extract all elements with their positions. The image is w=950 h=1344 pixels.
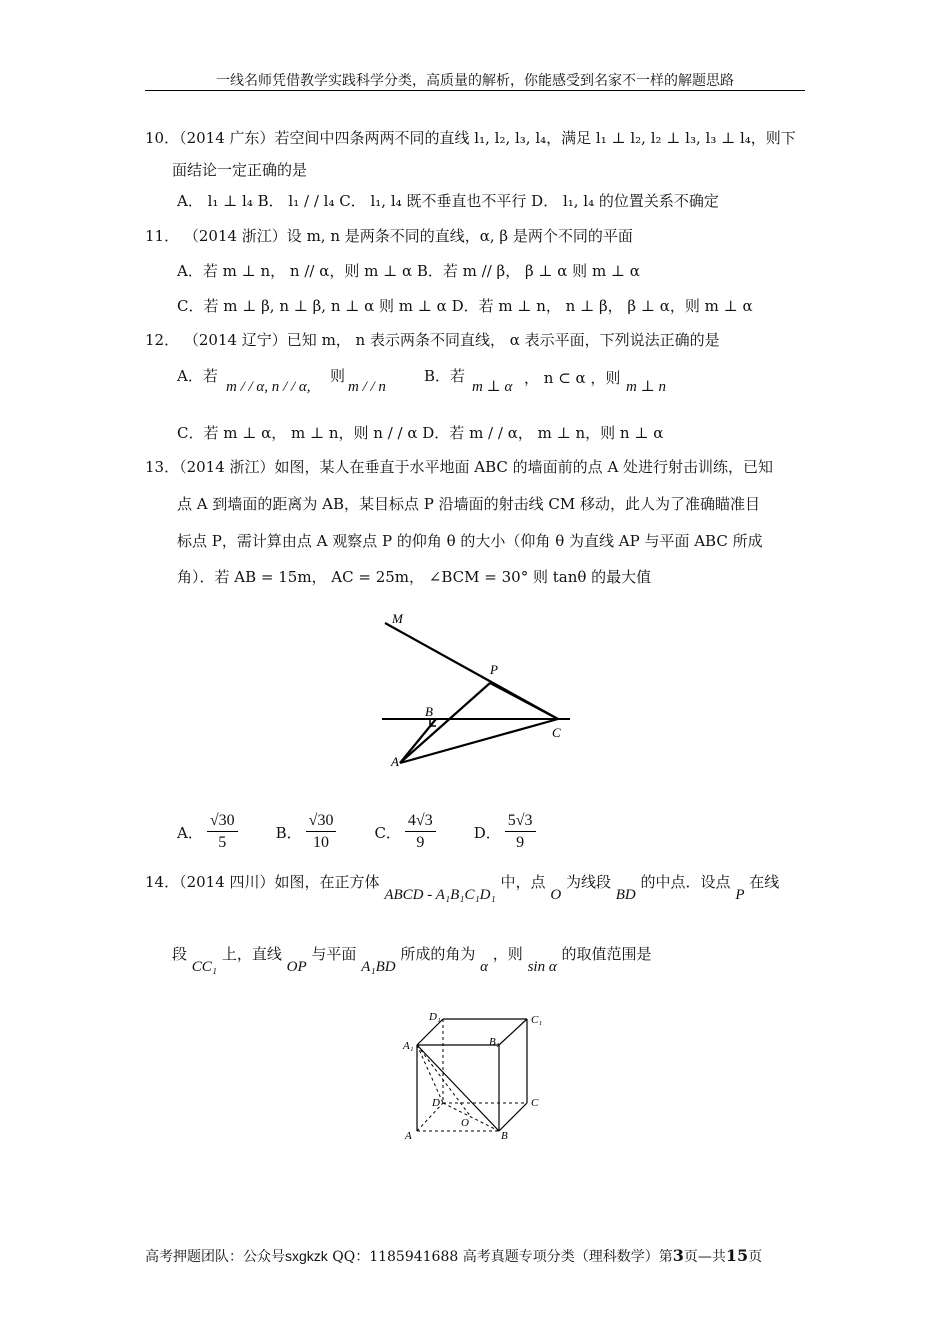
q12-option-b-condition-2: ， n ⊂ α ，则 <box>524 369 621 387</box>
q14-text: 14．（2014 四川）如图，在正方体 <box>145 873 380 891</box>
q13-option-a-num: √30 <box>207 812 238 832</box>
label-c: C <box>552 725 561 740</box>
header-rule <box>145 90 805 91</box>
q13-option-b-label: B． <box>275 823 302 842</box>
q13-option-b-value <box>306 812 337 852</box>
q14-sin-alpha: sin α <box>527 959 557 975</box>
q11-options-cd: C．若 m ⊥ β, n ⊥ β, n ⊥ α 则 m ⊥ α D．若 m ⊥ n， n ⊥ β， β ⊥ α，则 m ⊥ α <box>177 297 753 315</box>
footer-separator: 页—共 <box>683 1249 726 1265</box>
q14-text: 与平面 <box>311 945 357 963</box>
footer-info: QQ：1185941688 高考真题专项分类（理科数学）第 <box>327 1249 673 1265</box>
q14-plane-a1bd: A₁BD <box>361 959 396 975</box>
q12-option-b-label: B．若 <box>424 367 466 385</box>
label-d1: D₁ <box>429 1011 441 1023</box>
q14-stem-line2 <box>172 944 652 975</box>
q12-stem: 12． （2014 辽宁）已知 m， n 表示两条不同直线， α 表示平面，下列说法正确的是 <box>145 331 720 349</box>
label-a: A <box>405 1130 412 1142</box>
edge-bc <box>499 1103 527 1131</box>
label-m: M <box>392 611 403 626</box>
q13-stem-line3: 标点 P，需计算由点 A 观察点 P 的仰角 θ 的大小（仰角 θ 为直线 AP 与平面 ABC 所成 <box>177 532 763 550</box>
q14-segment-cc1: CC₁ <box>191 959 218 975</box>
q14-text: 中，点 <box>500 873 546 891</box>
line-pc <box>490 683 558 719</box>
label-a1: A₁ <box>403 1040 414 1052</box>
diagonal-a1b <box>417 1045 499 1131</box>
label-a: A <box>391 754 399 769</box>
q10-stem: 10．（2014 广东）若空间中四条两两不同的直线 l₁, l₂, l₃, l₄，满足 l₁ ⊥ l₂, l₂ ⊥ l₃, l₃ ⊥ l₄，则下 <box>145 129 796 147</box>
q14-point-p: P <box>735 887 745 903</box>
label-c: C <box>531 1097 539 1109</box>
q14-text: ，则 <box>492 945 523 963</box>
q14-stem-line1 <box>145 872 780 903</box>
footer-brand: sxgkzk <box>285 1248 328 1264</box>
q14-text: 的中点．设点 <box>640 873 731 891</box>
q10-options: A． l₁ ⊥ l₄ B． l₁ / / l₄ C． l₁, l₄ 既不垂直也不平行 D． l₁, l₄ 的位置关系不确定 <box>177 192 719 210</box>
q14-cube-name: ABCD - A₁B₁C₁D₁ <box>384 887 496 903</box>
q13-option-a-value <box>207 812 238 852</box>
label-c1: C₁ <box>531 1014 543 1026</box>
q13-option-a-label: A． <box>177 823 203 842</box>
q13-option-d-den: 9 <box>516 834 525 851</box>
label-b1: B₁ <box>489 1036 500 1048</box>
q12-option-a-label: A．若 <box>177 367 218 385</box>
q13-option-a-den: 5 <box>218 834 227 851</box>
q13-stem-line2: 点 A 到墙面的距离为 AB，某目标点 P 沿墙面的射击线 CM 移动，此人为了准确瞄准目 <box>177 495 760 513</box>
q14-text: 所成的角为 <box>400 945 476 963</box>
q13-option-c-value <box>405 812 436 852</box>
footer-page-number: 3 <box>672 1246 684 1265</box>
q10-stem-cont: 面结论一定正确的是 <box>172 161 308 179</box>
q13-options <box>177 812 540 852</box>
q14-angle-alpha: α <box>480 959 489 975</box>
q13-option-c-den: 9 <box>416 834 425 851</box>
q14-segment-bd: BD <box>615 887 636 903</box>
label-p: P <box>490 662 498 677</box>
segment-a1o <box>417 1045 471 1117</box>
q13-stem-line1: 13．（2014 浙江）如图，某人在垂直于水平地面 ABC 的墙面前的点 A 处进行射击训练，已知 <box>145 458 774 476</box>
q12-options-cd: C．若 m ⊥ α， m ⊥ n，则 n / / α D．若 m / / α， m ⊥ n，则 n ⊥ α <box>177 424 664 442</box>
footer-end: 页 <box>748 1249 763 1265</box>
q13-option-c-label: C． <box>374 823 401 842</box>
q12-option-a-condition: m / / α, n / / α, <box>226 379 311 395</box>
label-d: D <box>432 1097 440 1109</box>
q11-stem: 11． （2014 浙江）设 m, n 是两条不同的直线，α, β 是两个不同的平面 <box>145 227 633 245</box>
edge-b1c1 <box>499 1019 527 1045</box>
q13-option-d-label: D． <box>473 823 501 842</box>
label-b: B <box>425 704 433 719</box>
q13-stem-line4: 角）．若 AB = 15m， AC = 25m， ∠BCM = 30° 则 tanθ 的最大值 <box>177 568 652 586</box>
q12-option-b-condition: m ⊥ α <box>472 379 513 395</box>
q13-option-b-den: 10 <box>313 834 330 851</box>
page-header: 一线名师凭借教学实践科学分类，高质量的解析，你能感受到名家不一样的解题思路 <box>216 73 734 89</box>
label-b: B <box>501 1130 508 1142</box>
q11-options-ab: A．若 m ⊥ n， n // α，则 m ⊥ α B．若 m // β， β ⊥ α 则 m ⊥ α <box>177 262 640 280</box>
q12-option-b-result: m ⊥ n <box>626 379 666 395</box>
footer-total-pages: 15 <box>725 1246 749 1265</box>
q13-option-c-num: 4√3 <box>405 812 436 832</box>
q14-text: 为线段 <box>565 873 611 891</box>
q14-text: 段 <box>172 945 188 963</box>
q12-option-a-then: 则 <box>330 367 346 385</box>
q14-text: 的取值范围是 <box>561 945 652 963</box>
q13-option-d-value <box>505 812 536 852</box>
footer-team: 高考押题团队：公众号 <box>145 1249 285 1265</box>
q14-point-o: O <box>550 887 562 903</box>
q13-option-d-num: 5√3 <box>505 812 536 832</box>
q14-text: 上，直线 <box>221 945 282 963</box>
q13-figure <box>370 605 580 780</box>
q12-option-a-result: m / / n <box>348 379 386 395</box>
q13-option-b-num: √30 <box>306 812 337 832</box>
label-o: O <box>461 1117 469 1129</box>
q14-text: 在线 <box>749 873 780 891</box>
q14-line-op: OP <box>286 959 307 975</box>
page-footer <box>145 1246 762 1266</box>
q14-cube-figure <box>395 1005 560 1150</box>
